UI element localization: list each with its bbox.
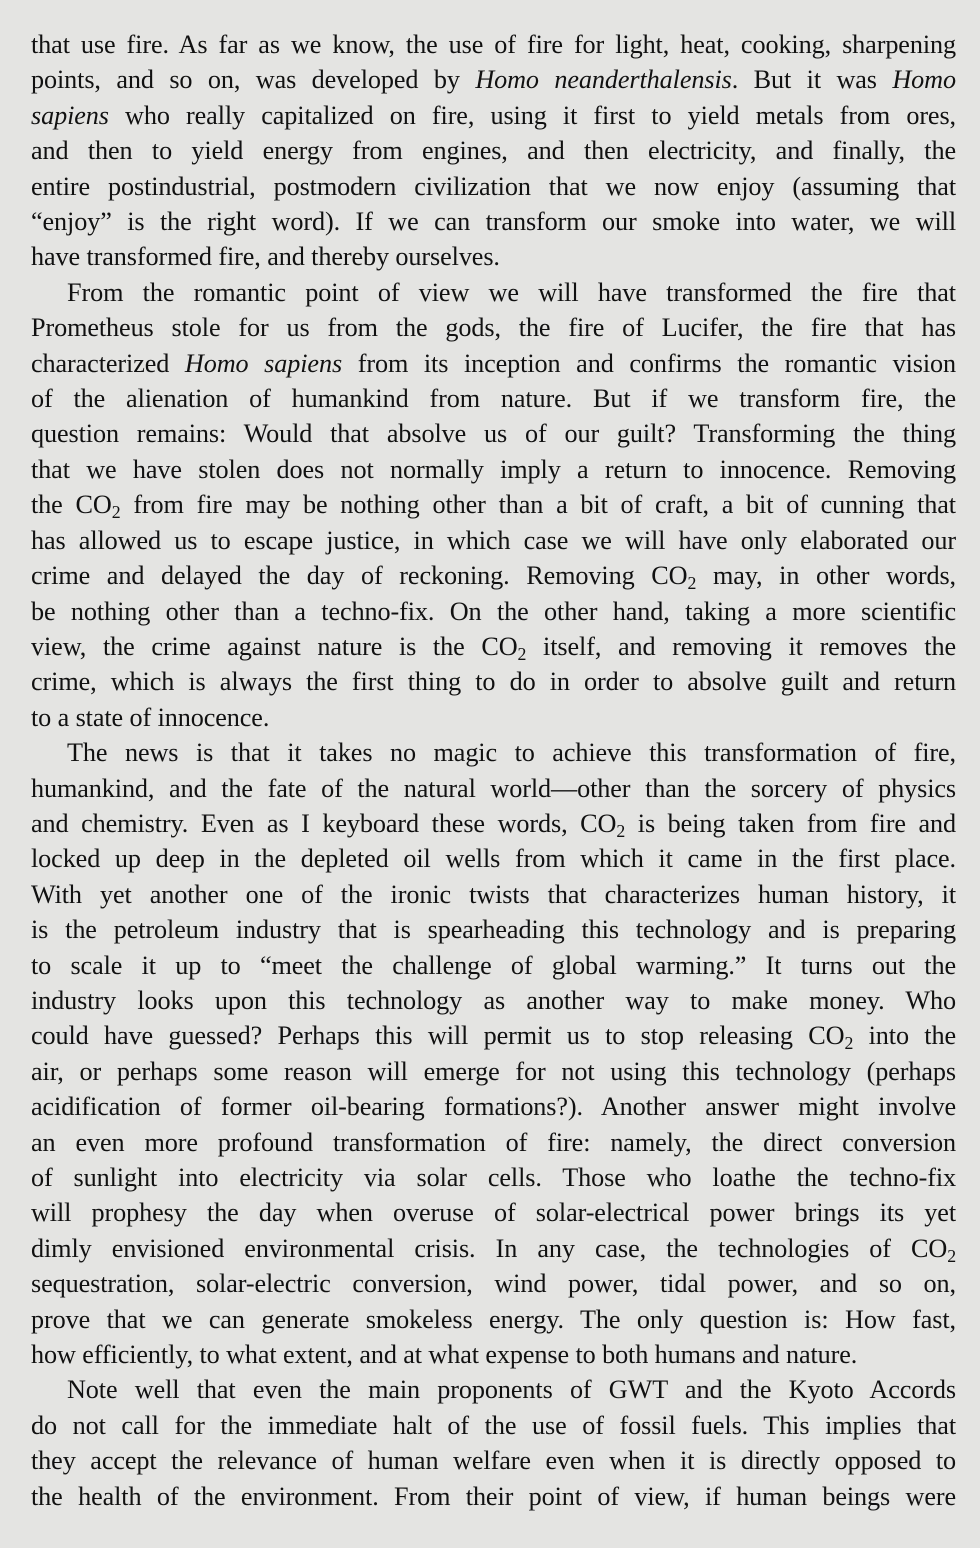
text-line bbox=[31, 664, 956, 699]
text-line bbox=[31, 133, 956, 168]
text-run: From the romantic point of view we will have transformed the fire that bbox=[67, 277, 956, 307]
text-run: could have guessed? Perhaps this will permit us to stop releasing CO bbox=[31, 1021, 845, 1051]
text-run: crime, which is always the first thing to do in order to absolve guilt and return bbox=[31, 667, 956, 697]
text-run: be nothing other than a techno-fix. On the other hand, taking a more scientific bbox=[31, 596, 956, 626]
text-run: . But it was bbox=[731, 65, 893, 95]
text-line bbox=[31, 1089, 956, 1124]
text-line bbox=[31, 735, 956, 770]
paragraph bbox=[31, 27, 956, 275]
text-run: view, the crime against nature is the CO bbox=[31, 631, 518, 661]
subscript: 2 bbox=[616, 820, 626, 841]
text-run: from its inception and confirms the romantic vision bbox=[342, 348, 956, 378]
text-line bbox=[31, 62, 956, 97]
text-line bbox=[31, 169, 956, 204]
text-line bbox=[31, 983, 956, 1018]
text-line bbox=[31, 452, 956, 487]
italic-text: Homo bbox=[892, 65, 956, 95]
text-run: question remains: Would that absolve us of our guilt? Transforming the thing bbox=[31, 419, 956, 449]
text-line bbox=[31, 275, 956, 310]
text-run: humankind, and the fate of the natural world—other than the sorcery of physics bbox=[31, 773, 956, 803]
text-line bbox=[31, 1302, 956, 1337]
text-run: into the bbox=[853, 1021, 956, 1051]
paragraph bbox=[31, 735, 956, 1372]
text-run: points, and so on, was developed by bbox=[31, 65, 476, 95]
text-line bbox=[31, 1266, 956, 1301]
text-line bbox=[31, 346, 956, 381]
text-line bbox=[31, 1443, 956, 1478]
subscript: 2 bbox=[517, 643, 527, 664]
text-line bbox=[31, 1160, 956, 1195]
text-line bbox=[31, 204, 956, 239]
italic-text: sapiens bbox=[31, 100, 109, 130]
text-line bbox=[31, 771, 956, 806]
text-line bbox=[31, 558, 956, 593]
paragraph bbox=[31, 275, 956, 735]
text-run: crime and delayed the day of reckoning. Removing CO bbox=[31, 561, 688, 591]
text-run: industry looks upon this technology as another way to make money. Who bbox=[31, 985, 956, 1015]
text-run: is being taken from fire and bbox=[625, 808, 957, 838]
text-run: may, in other words, bbox=[696, 561, 956, 591]
text-run: is the petroleum industry that is spearheading this technology and is preparing bbox=[31, 915, 956, 945]
text-run: air, or perhaps some reason will emerge for not using this technology (perhaps bbox=[31, 1056, 956, 1086]
text-line bbox=[31, 381, 956, 416]
text-run: the CO bbox=[31, 490, 112, 520]
text-run: to scale it up to “meet the challenge of global warming.” It turns out the bbox=[31, 950, 956, 980]
text-run: dimly envisioned environmental crisis. In any case, the technologies of CO bbox=[31, 1233, 948, 1263]
text-run: With yet another one of the ironic twists that characterizes human history, it bbox=[31, 879, 956, 909]
text-run: have transformed fire, and thereby ourselves. bbox=[31, 242, 500, 272]
text-run: who really capitalized on fire, using it first to yield metals from ores, bbox=[108, 100, 956, 130]
text-run: sequestration, solar-electric conversion, wind power, tidal power, and so on, bbox=[31, 1269, 956, 1299]
text-run: acidification of former oil-bearing formations?). Another answer might involve bbox=[31, 1092, 956, 1122]
text-line bbox=[31, 806, 956, 841]
text-line bbox=[31, 912, 956, 947]
text-run: has allowed us to escape justice, in which case we will have only elaborated our bbox=[31, 525, 956, 555]
text-line bbox=[31, 629, 956, 664]
text-run: characterized bbox=[31, 348, 185, 378]
text-run: that use fire. As far as we know, the use of fire for light, heat, cooking, sharpening bbox=[31, 30, 956, 59]
subscript: 2 bbox=[111, 502, 121, 523]
text-run: of the alienation of humankind from nature. But if we transform fire, the bbox=[31, 384, 956, 414]
text-run: will prophesy the day when overuse of solar-electrical power brings its yet bbox=[31, 1198, 956, 1228]
text-line bbox=[31, 700, 956, 735]
text-line bbox=[31, 487, 956, 522]
text-run: entire postindustrial, postmodern civilization that we now enjoy (assuming that bbox=[31, 171, 956, 201]
text-line bbox=[31, 1231, 956, 1266]
text-run: and chemistry. Even as I keyboard these words, CO bbox=[31, 808, 617, 838]
text-line bbox=[31, 27, 956, 62]
text-run: do not call for the immediate halt of the use of fossil fuels. This implies that bbox=[31, 1410, 956, 1440]
paragraph bbox=[31, 1372, 956, 1514]
text-run: that we have stolen does not normally imply a return to innocence. Removing bbox=[31, 454, 956, 484]
text-run: an even more profound transformation of fire: namely, the direct conversion bbox=[31, 1127, 956, 1157]
text-run: prove that we can generate smokeless energy. The only question is: How fast, bbox=[31, 1304, 956, 1334]
text-run: locked up deep in the depleted oil wells from which it came in the first place. bbox=[31, 844, 956, 874]
text-run: itself, and removing it removes the bbox=[526, 631, 956, 661]
text-run: “enjoy” is the right word). If we can transform our smoke into water, we will bbox=[31, 207, 956, 237]
subscript: 2 bbox=[844, 1033, 854, 1054]
text-run: how efficiently, to what extent, and at what expense to both humans and nature. bbox=[31, 1340, 858, 1370]
text-line bbox=[31, 239, 956, 274]
text-line bbox=[31, 841, 956, 876]
text-run: and then to yield energy from engines, and then electricity, and finally, the bbox=[31, 136, 956, 166]
text-line bbox=[31, 1479, 956, 1514]
document-page bbox=[31, 27, 956, 1514]
text-line bbox=[31, 98, 956, 133]
text-line bbox=[31, 1372, 956, 1407]
text-run: they accept the relevance of human welfare even when it is directly opposed to bbox=[31, 1446, 956, 1476]
text-run: the health of the environment. From their point of view, if human beings were bbox=[31, 1481, 956, 1511]
text-run: Prometheus stole for us from the gods, the fire of Lucifer, the fire that has bbox=[31, 313, 956, 343]
italic-text: Homo neanderthalensis bbox=[475, 65, 732, 95]
subscript: 2 bbox=[687, 573, 697, 594]
text-line bbox=[31, 1337, 956, 1372]
text-line bbox=[31, 594, 956, 629]
text-run: Note well that even the main proponents of GWT and the Kyoto Accords bbox=[67, 1375, 956, 1405]
text-run: to a state of innocence. bbox=[31, 702, 270, 732]
text-run: of sunlight into electricity via solar cells. Those who loathe the techno-fix bbox=[31, 1163, 956, 1192]
text-line bbox=[31, 1054, 956, 1089]
text-line bbox=[31, 948, 956, 983]
text-run: The news is that it takes no magic to achieve this transformation of fire, bbox=[67, 738, 956, 768]
text-line bbox=[31, 310, 956, 345]
subscript: 2 bbox=[947, 1245, 956, 1266]
text-line bbox=[31, 1195, 956, 1230]
italic-text: Homo sapiens bbox=[184, 348, 343, 378]
text-line bbox=[31, 1125, 956, 1160]
text-line bbox=[31, 877, 956, 912]
text-line bbox=[31, 416, 956, 451]
text-run: from fire may be nothing other than a bit of craft, a bit of cunning that bbox=[120, 490, 956, 520]
text-line bbox=[31, 1018, 956, 1053]
text-line bbox=[31, 1408, 956, 1443]
text-line bbox=[31, 523, 956, 558]
